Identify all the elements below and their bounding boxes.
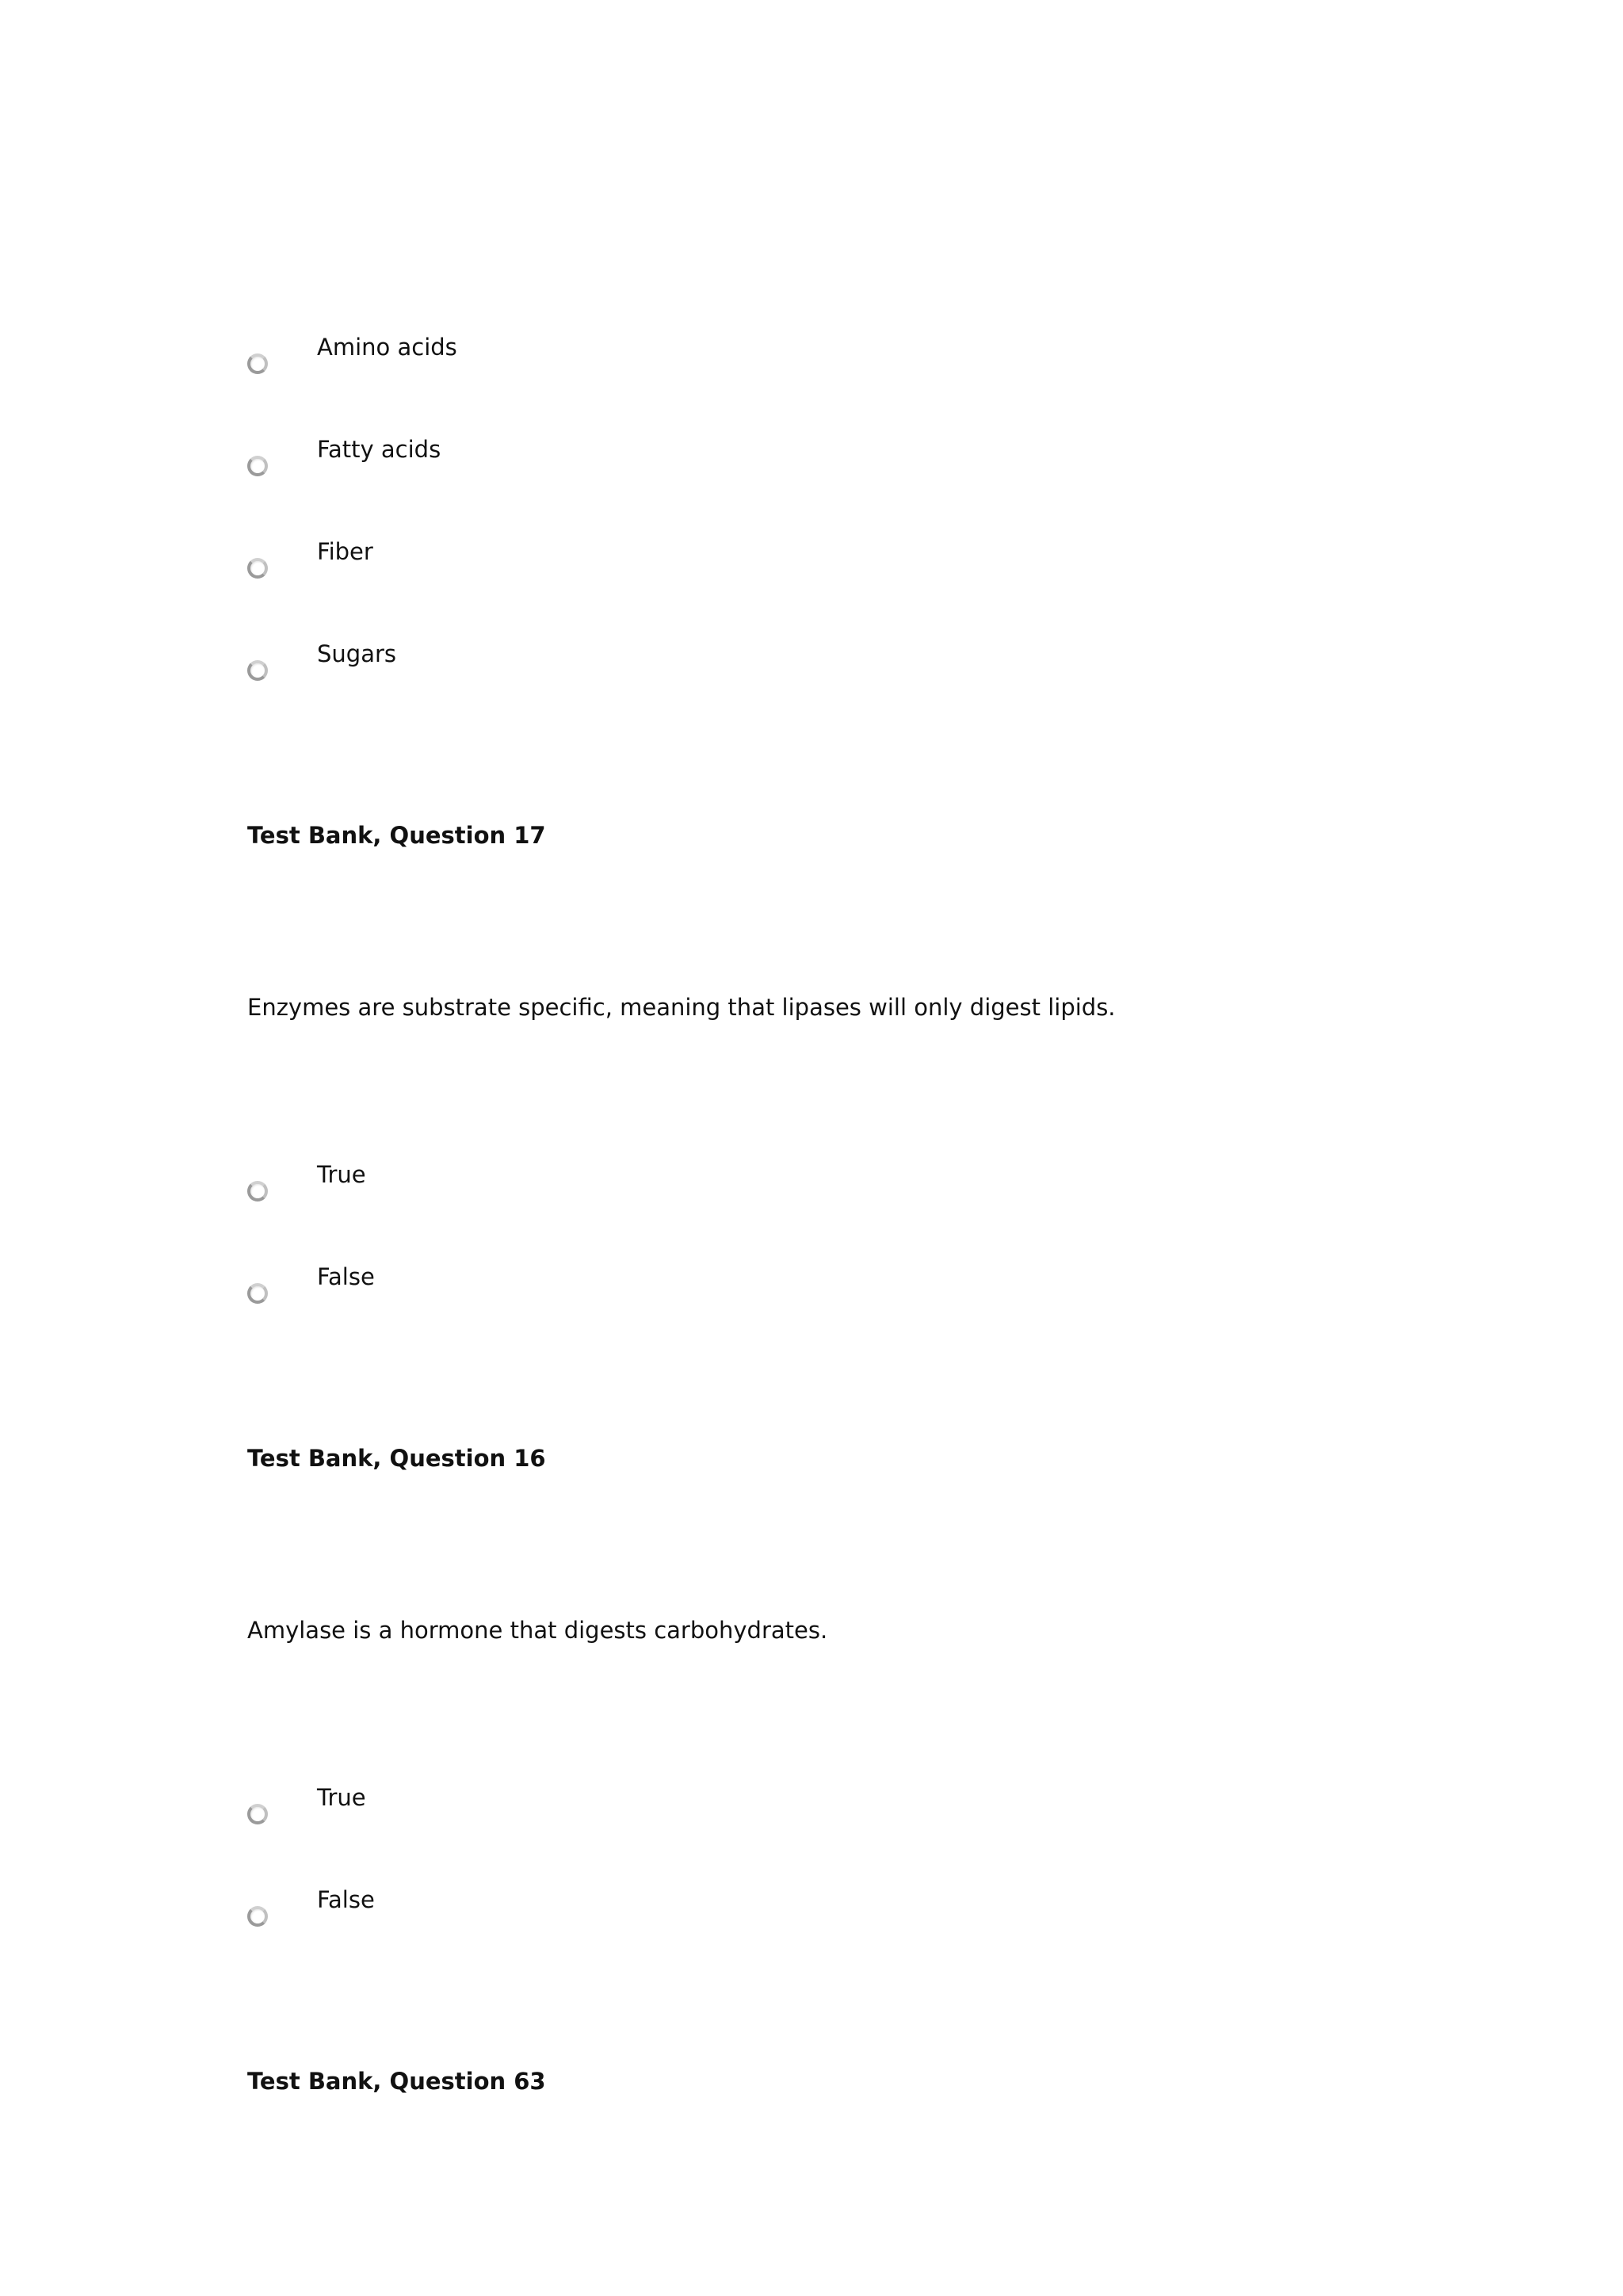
q16-option-true[interactable]	[247, 1782, 960, 1837]
radio-button[interactable]	[247, 660, 268, 681]
radio-button[interactable]	[247, 558, 268, 579]
radio-button[interactable]	[247, 1283, 268, 1304]
radio-button[interactable]	[247, 1181, 268, 1201]
option-label: Fatty acids	[317, 436, 441, 463]
option-label: Fiber	[317, 538, 373, 565]
option-sugars[interactable]	[247, 638, 960, 693]
question-17-prompt: Enzymes are substrate specific, meaning that lipases will only digest lipids.	[247, 994, 1116, 1021]
radio-button[interactable]	[247, 1906, 268, 1927]
q17-option-true[interactable]	[247, 1159, 960, 1214]
option-amino-acids[interactable]	[247, 331, 960, 387]
option-label: False	[317, 1263, 375, 1290]
q16-option-false[interactable]	[247, 1884, 960, 1939]
option-label: True	[317, 1784, 366, 1811]
radio-button[interactable]	[247, 353, 268, 374]
radio-button[interactable]	[247, 1804, 268, 1824]
option-label: False	[317, 1886, 375, 1913]
option-label: Amino acids	[317, 334, 457, 361]
q17-option-false[interactable]	[247, 1261, 960, 1316]
option-label: True	[317, 1161, 366, 1188]
option-fiber[interactable]	[247, 536, 960, 591]
question-16-heading: Test Bank, Question 16	[247, 1445, 546, 1472]
radio-button[interactable]	[247, 456, 268, 476]
question-16-prompt: Amylase is a hormone that digests carbohydrates.	[247, 1617, 828, 1644]
option-label: Sugars	[317, 640, 396, 667]
question-63-heading: Test Bank, Question 63	[247, 2068, 546, 2095]
option-fatty-acids[interactable]	[247, 434, 960, 489]
question-17-heading: Test Bank, Question 17	[247, 822, 546, 849]
